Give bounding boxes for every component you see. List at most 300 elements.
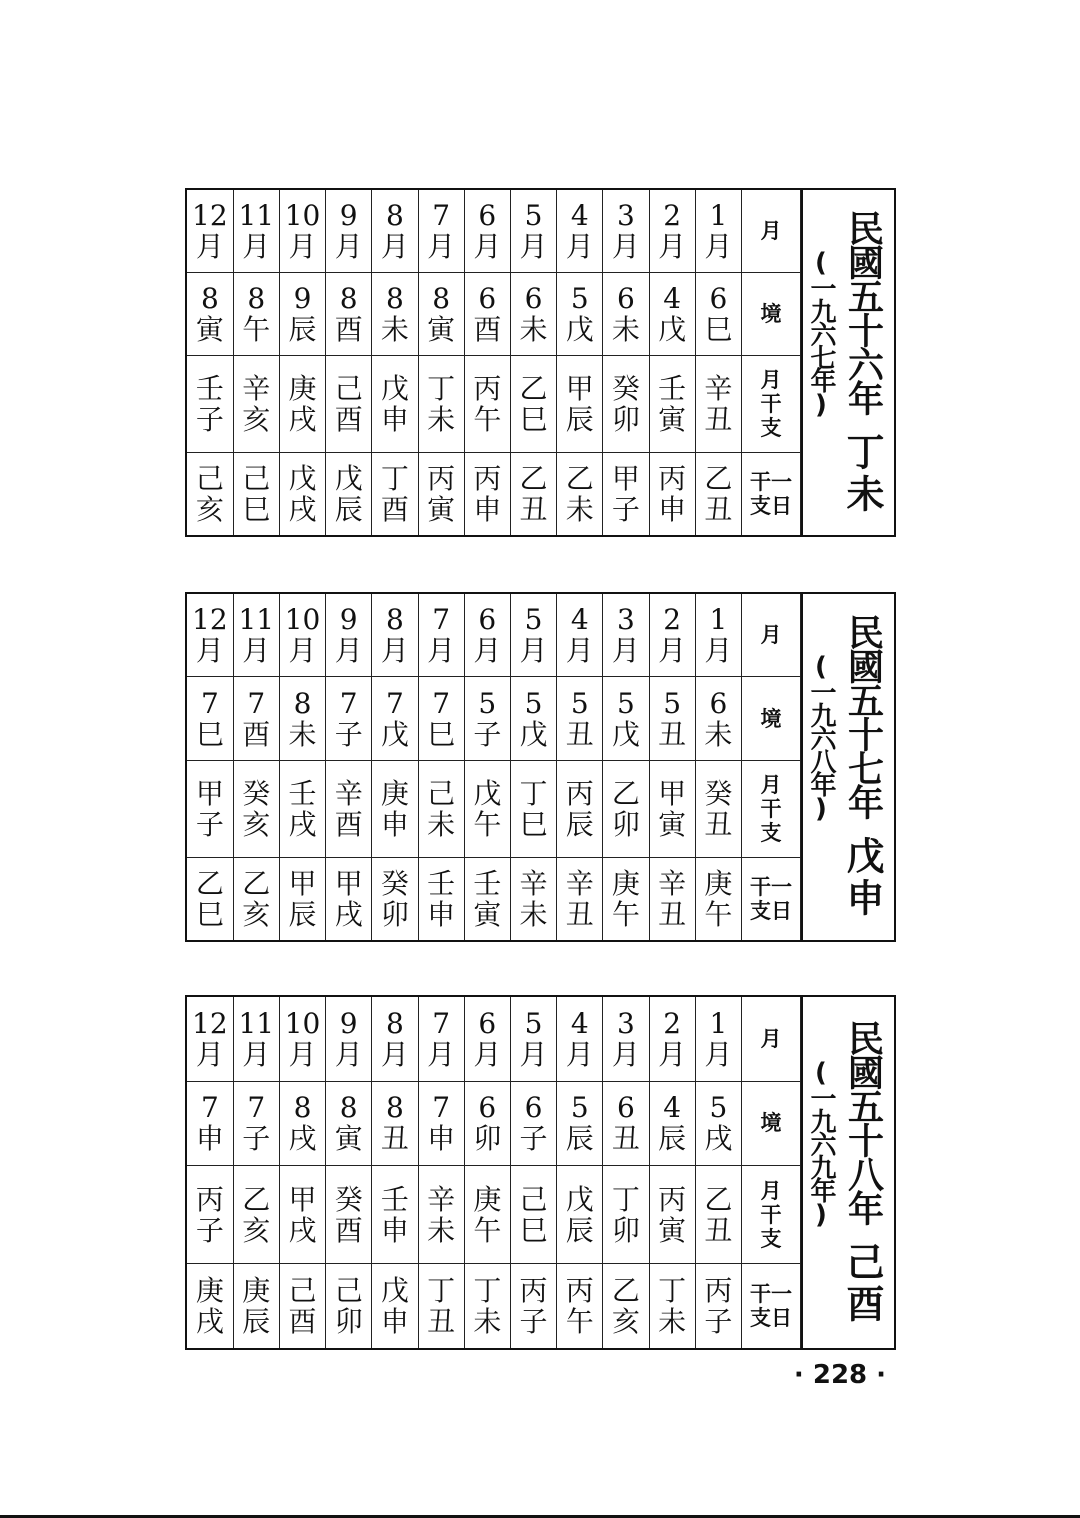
cell-text: 丙 辰 — [565, 776, 594, 841]
cell-text: 7 子 — [242, 1091, 271, 1156]
cell-text: 5 戊 — [565, 282, 594, 347]
row-jing — [187, 1081, 801, 1166]
table-cell — [187, 677, 233, 761]
table-cell — [187, 594, 233, 677]
cell-text: 9 辰 — [288, 282, 317, 347]
table-cell — [233, 594, 279, 677]
cell-text: 戊 申 — [380, 372, 409, 437]
cell-text: 7 月 — [427, 199, 456, 264]
cell-text: 2 月 — [658, 603, 687, 668]
cell-text: 丙 子 — [704, 1274, 733, 1339]
cell-text: 11 月 — [238, 199, 275, 264]
table-cell — [649, 452, 695, 535]
cell-text: 5 月 — [519, 603, 548, 668]
table-cell — [326, 760, 372, 857]
table-cell — [649, 1264, 695, 1348]
table-cell — [372, 760, 418, 857]
title-western-year: (一九六九年) — [806, 1057, 836, 1227]
cell-text: 1 月 — [704, 199, 733, 264]
page-number: · 228 · — [793, 1360, 887, 1390]
table-cell — [695, 273, 741, 356]
table-cell — [649, 594, 695, 677]
row-day-ganzhi — [187, 452, 801, 535]
cell-text: 12 月 — [192, 1006, 228, 1071]
table-cell — [695, 857, 741, 940]
row-label — [742, 1081, 801, 1166]
table-cell — [557, 760, 603, 857]
cell-text: 8 月 — [380, 1006, 409, 1071]
table-cell — [510, 997, 556, 1081]
row-label — [742, 594, 801, 677]
cell-text: 辛 丑 — [658, 866, 687, 931]
cell-text: 7 巳 — [427, 686, 456, 751]
table-cell — [279, 677, 325, 761]
table-cell — [187, 760, 233, 857]
table-cell — [187, 273, 233, 356]
row-label-text: 月 — [760, 219, 782, 244]
row-day-ganzhi — [187, 1264, 801, 1348]
title-western-year: (一九六七年) — [806, 247, 836, 417]
cell-text: 7 申 — [195, 1091, 224, 1156]
table-cell — [603, 760, 649, 857]
table-cell — [603, 1081, 649, 1166]
cell-text: 己 未 — [427, 776, 456, 841]
table-cell — [187, 1264, 233, 1348]
cell-text: 8 月 — [380, 603, 409, 668]
cell-text: 甲 戌 — [334, 866, 363, 931]
row-month-ganzhi — [187, 1166, 801, 1264]
table-cell — [510, 273, 556, 356]
cell-text: 癸 卯 — [611, 372, 640, 437]
cell-text: 丁 未 — [658, 1274, 687, 1339]
cell-text: 12 月 — [192, 199, 228, 264]
cell-text: 3 月 — [611, 199, 640, 264]
cell-text: 5 丑 — [565, 686, 594, 751]
cell-text: 乙 卯 — [611, 776, 640, 841]
row-label-text: 境 — [760, 706, 782, 731]
cell-text: 甲 寅 — [658, 776, 687, 841]
table-cell — [695, 452, 741, 535]
table-cell — [510, 677, 556, 761]
cell-text: 庚 辰 — [242, 1274, 271, 1339]
cell-text: 8 午 — [242, 282, 271, 347]
cell-text: 庚 戌 — [195, 1274, 224, 1339]
row-label — [742, 997, 801, 1081]
table-cell — [695, 677, 741, 761]
cell-text: 3 月 — [611, 603, 640, 668]
table-cell — [233, 857, 279, 940]
year-title — [801, 190, 894, 535]
cell-text: 7 申 — [427, 1091, 456, 1156]
cell-text: 甲 辰 — [565, 372, 594, 437]
title-ganzhi: 丁未 — [840, 431, 884, 516]
table-cell — [510, 857, 556, 940]
row-label — [742, 760, 801, 857]
cell-text: 4 月 — [565, 1006, 594, 1071]
row-label-text: 月 干 支 — [760, 368, 782, 441]
table-cell — [418, 1081, 464, 1166]
cell-text: 辛 丑 — [704, 372, 733, 437]
table-cell — [603, 356, 649, 452]
table-cell — [372, 356, 418, 452]
table-cell — [233, 190, 279, 273]
month-grid — [187, 594, 801, 940]
cell-text: 8 月 — [380, 199, 409, 264]
row-label — [742, 1264, 801, 1348]
table-cell — [649, 356, 695, 452]
cell-text: 己 亥 — [195, 461, 224, 526]
title-main: 民國五十八年 — [842, 1019, 884, 1224]
cell-text: 7 子 — [334, 686, 363, 751]
table-cell — [649, 857, 695, 940]
cell-text: 8 酉 — [334, 282, 363, 347]
table-cell — [279, 452, 325, 535]
cell-text: 己 卯 — [334, 1274, 363, 1339]
cell-text: 壬 申 — [427, 866, 456, 931]
cell-text: 壬 戌 — [288, 776, 317, 841]
row-label-text: 月 干 支 — [760, 772, 782, 845]
cell-text: 2 月 — [658, 199, 687, 264]
cell-text: 6 未 — [704, 686, 733, 751]
year-table-1 — [185, 188, 896, 537]
table-cell — [464, 356, 510, 452]
cell-text: 丙 午 — [473, 372, 502, 437]
cell-text: 8 寅 — [195, 282, 224, 347]
table-cell — [372, 273, 418, 356]
cell-text: 乙 丑 — [519, 461, 548, 526]
table-cell — [233, 452, 279, 535]
table-cell — [649, 190, 695, 273]
cell-text: 5 子 — [473, 686, 502, 751]
cell-text: 5 戌 — [704, 1091, 733, 1156]
table-cell — [557, 356, 603, 452]
cell-text: 7 戊 — [380, 686, 409, 751]
table-cell — [695, 1264, 741, 1348]
cell-text: 4 辰 — [658, 1091, 687, 1156]
table-cell — [695, 190, 741, 273]
table-cell — [510, 1264, 556, 1348]
cell-text: 6 未 — [519, 282, 548, 347]
cell-text: 甲 辰 — [288, 866, 317, 931]
table-cell — [418, 1264, 464, 1348]
table-cell — [233, 273, 279, 356]
cell-text: 10 月 — [284, 603, 321, 668]
row-day-ganzhi — [187, 857, 801, 940]
table-cell — [187, 1166, 233, 1264]
table-cell — [649, 1166, 695, 1264]
cell-text: 5 月 — [519, 199, 548, 264]
cell-text: 甲 子 — [195, 776, 224, 841]
title-main: 民國五十七年 — [842, 614, 884, 818]
table-cell — [418, 273, 464, 356]
row-label-text: 月 干 支 — [760, 1178, 782, 1251]
cell-text: 庚 申 — [380, 776, 409, 841]
table-cell — [557, 452, 603, 535]
row-month-ganzhi — [187, 760, 801, 857]
table-cell — [603, 594, 649, 677]
cell-text: 戊 戌 — [288, 461, 317, 526]
cell-text: 乙 亥 — [242, 1182, 271, 1247]
cell-text: 丙 寅 — [658, 1182, 687, 1247]
cell-text: 壬 申 — [380, 1182, 409, 1247]
cell-text: 2 月 — [658, 1006, 687, 1071]
month-grid — [187, 190, 801, 535]
cell-text: 7 酉 — [242, 686, 271, 751]
table-cell — [649, 1081, 695, 1166]
table-cell — [326, 190, 372, 273]
table-cell — [233, 760, 279, 857]
table-cell — [372, 1081, 418, 1166]
table-cell — [279, 1264, 325, 1348]
cell-text: 壬 寅 — [658, 372, 687, 437]
cell-text: 4 戊 — [658, 282, 687, 347]
table-cell — [279, 1081, 325, 1166]
table-cell — [418, 760, 464, 857]
table-cell — [187, 997, 233, 1081]
table-cell — [510, 1166, 556, 1264]
table-cell — [233, 1264, 279, 1348]
table-cell — [326, 857, 372, 940]
cell-text: 庚 午 — [704, 866, 733, 931]
cell-text: 壬 寅 — [473, 866, 502, 931]
table-cell — [649, 273, 695, 356]
table-cell — [649, 997, 695, 1081]
cell-text: 4 月 — [565, 199, 594, 264]
table-cell — [279, 760, 325, 857]
table-cell — [464, 760, 510, 857]
cell-text: 乙 巳 — [519, 372, 548, 437]
table-cell — [279, 594, 325, 677]
table-cell — [510, 760, 556, 857]
cell-text: 1 月 — [704, 603, 733, 668]
table-cell — [326, 273, 372, 356]
cell-text: 庚 戌 — [288, 372, 317, 437]
table-cell — [326, 594, 372, 677]
row-jing — [187, 273, 801, 356]
table-cell — [372, 1264, 418, 1348]
table-cell — [372, 1166, 418, 1264]
cell-text: 7 巳 — [195, 686, 224, 751]
table-cell — [372, 677, 418, 761]
cell-text: 己 巳 — [519, 1182, 548, 1247]
table-cell — [279, 997, 325, 1081]
row-month — [187, 594, 801, 677]
table-cell — [326, 677, 372, 761]
table-cell — [510, 190, 556, 273]
table-cell — [510, 594, 556, 677]
table-cell — [326, 1081, 372, 1166]
table-cell — [695, 1081, 741, 1166]
table-cell — [279, 190, 325, 273]
row-label-text: 干一 支日 — [750, 1282, 792, 1331]
table-cell — [557, 1081, 603, 1166]
cell-text: 6 月 — [473, 199, 502, 264]
cell-text: 5 月 — [519, 1006, 548, 1071]
cell-text: 戊 申 — [380, 1274, 409, 1339]
cell-text: 5 辰 — [565, 1091, 594, 1156]
table-cell — [603, 1166, 649, 1264]
table-cell — [233, 1081, 279, 1166]
row-label — [742, 452, 801, 535]
row-month-ganzhi — [187, 356, 801, 452]
table-cell — [603, 997, 649, 1081]
year-title — [801, 594, 894, 940]
cell-text: 10 月 — [284, 1006, 321, 1071]
table-cell — [464, 594, 510, 677]
cell-text: 己 酉 — [334, 372, 363, 437]
row-label-text: 境 — [760, 1111, 782, 1136]
cell-text: 丁 丑 — [427, 1274, 456, 1339]
cell-text: 8 未 — [380, 282, 409, 347]
table-cell — [557, 273, 603, 356]
table-cell — [557, 677, 603, 761]
table-cell — [418, 452, 464, 535]
cell-text: 戊 辰 — [565, 1182, 594, 1247]
cell-text: 7 月 — [427, 603, 456, 668]
cell-text: 辛 亥 — [242, 372, 271, 437]
table-cell — [557, 190, 603, 273]
cell-text: 5 戊 — [611, 686, 640, 751]
cell-text: 8 丑 — [380, 1091, 409, 1156]
table-cell — [372, 594, 418, 677]
cell-text: 辛 酉 — [334, 776, 363, 841]
cell-text: 乙 丑 — [704, 461, 733, 526]
cell-text: 甲 子 — [611, 461, 640, 526]
table-cell — [326, 1166, 372, 1264]
table-cell — [510, 1081, 556, 1166]
table-cell — [695, 760, 741, 857]
table-cell — [603, 273, 649, 356]
title-western-year: (一九六八年) — [806, 652, 836, 821]
table-cell — [326, 452, 372, 535]
table-cell — [279, 273, 325, 356]
table-cell — [187, 857, 233, 940]
month-grid — [187, 997, 801, 1348]
table-cell — [372, 452, 418, 535]
cell-text: 辛 丑 — [565, 866, 594, 931]
table-cell — [326, 997, 372, 1081]
table-cell — [464, 190, 510, 273]
cell-text: 6 酉 — [473, 282, 502, 347]
cell-text: 6 子 — [519, 1091, 548, 1156]
cell-text: 10 月 — [284, 199, 321, 264]
table-cell — [372, 997, 418, 1081]
row-label — [742, 1166, 801, 1264]
table-cell — [418, 594, 464, 677]
cell-text: 丁 酉 — [380, 461, 409, 526]
table-cell — [464, 452, 510, 535]
row-label — [742, 190, 801, 273]
row-label — [742, 356, 801, 452]
cell-text: 8 未 — [288, 686, 317, 751]
table-cell — [603, 452, 649, 535]
table-cell — [326, 356, 372, 452]
table-cell — [279, 1166, 325, 1264]
cell-text: 壬 子 — [195, 372, 224, 437]
cell-text: 乙 亥 — [242, 866, 271, 931]
cell-text: 乙 亥 — [611, 1274, 640, 1339]
cell-text: 癸 丑 — [704, 776, 733, 841]
table-cell — [603, 190, 649, 273]
cell-text: 11 月 — [238, 1006, 275, 1071]
table-cell — [233, 997, 279, 1081]
cell-text: 5 丑 — [658, 686, 687, 751]
table-cell — [557, 1264, 603, 1348]
cell-text: 癸 卯 — [380, 866, 409, 931]
cell-text: 丁 巳 — [519, 776, 548, 841]
row-month — [187, 997, 801, 1081]
table-cell — [464, 857, 510, 940]
table-cell — [418, 190, 464, 273]
cell-text: 8 戌 — [288, 1091, 317, 1156]
table-cell — [187, 1081, 233, 1166]
table-cell — [464, 1081, 510, 1166]
cell-text: 辛 未 — [427, 1182, 456, 1247]
table-cell — [418, 677, 464, 761]
table-cell — [418, 1166, 464, 1264]
row-label — [742, 677, 801, 761]
cell-text: 3 月 — [611, 1006, 640, 1071]
cell-text: 癸 酉 — [334, 1182, 363, 1247]
row-label-text: 境 — [760, 302, 782, 327]
cell-text: 甲 戌 — [288, 1182, 317, 1247]
table-cell — [372, 190, 418, 273]
cell-text: 己 酉 — [288, 1274, 317, 1339]
cell-text: 6 月 — [473, 603, 502, 668]
cell-text: 9 月 — [334, 1006, 363, 1071]
row-label-text: 月 — [760, 623, 782, 648]
cell-text: 丁 未 — [473, 1274, 502, 1339]
cell-text: 戊 午 — [473, 776, 502, 841]
year-table-2 — [185, 592, 896, 942]
table-cell — [557, 594, 603, 677]
cell-text: 乙 巳 — [195, 866, 224, 931]
table-cell — [649, 677, 695, 761]
table-cell — [464, 997, 510, 1081]
cell-text: 戊 辰 — [334, 461, 363, 526]
row-jing — [187, 677, 801, 761]
table-cell — [557, 1166, 603, 1264]
cell-text: 12 月 — [192, 603, 228, 668]
year-table-3 — [185, 995, 896, 1350]
table-cell — [279, 356, 325, 452]
table-cell — [557, 997, 603, 1081]
cell-text: 7 月 — [427, 1006, 456, 1071]
table-cell — [510, 452, 556, 535]
year-title — [801, 997, 894, 1348]
table-cell — [557, 857, 603, 940]
cell-text: 1 月 — [704, 1006, 733, 1071]
cell-text: 丙 申 — [473, 461, 502, 526]
table-cell — [695, 997, 741, 1081]
table-cell — [695, 1166, 741, 1264]
table-cell — [603, 857, 649, 940]
cell-text: 癸 亥 — [242, 776, 271, 841]
cell-text: 丁 卯 — [611, 1182, 640, 1247]
cell-text: 丙 寅 — [427, 461, 456, 526]
table-cell — [372, 857, 418, 940]
cell-text: 庚 午 — [473, 1182, 502, 1247]
title-ganzhi: 己酉 — [840, 1241, 884, 1326]
cell-text: 6 丑 — [611, 1091, 640, 1156]
table-cell — [233, 1166, 279, 1264]
row-month — [187, 190, 801, 273]
cell-text: 丁 未 — [427, 372, 456, 437]
cell-text: 4 月 — [565, 603, 594, 668]
table-cell — [695, 594, 741, 677]
table-cell — [464, 1264, 510, 1348]
cell-text: 辛 未 — [519, 866, 548, 931]
